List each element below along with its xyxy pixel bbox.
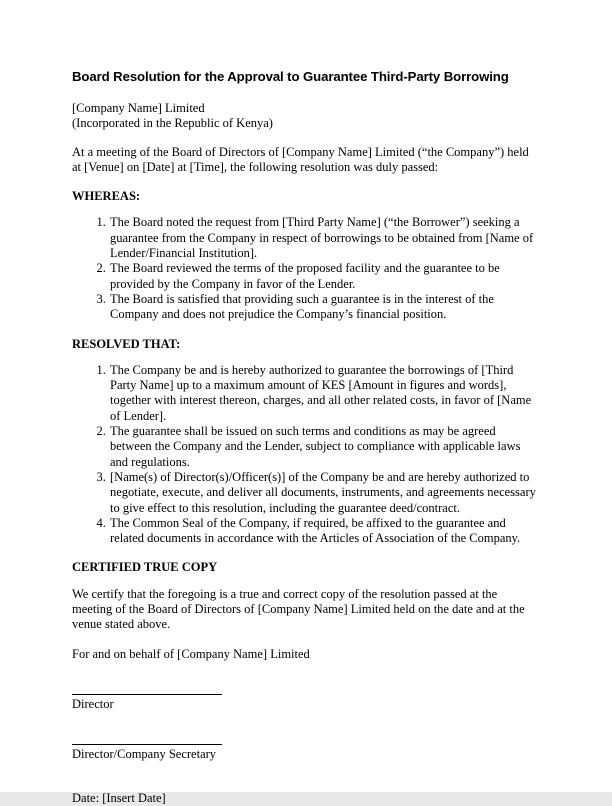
signature-line bbox=[72, 694, 222, 695]
signature-block-secretary bbox=[72, 744, 540, 762]
resolved-item: 2. The guarantee shall be issued on such terms and conditions as may be agreed between the Company and the Lender, subject to compliance with applicable laws and regulations. bbox=[109, 424, 540, 470]
signature-label: Director bbox=[72, 696, 114, 711]
behalf-line: For and on behalf of [Company Name] Limited bbox=[72, 646, 310, 661]
whereas-item: 3. The Board is satisfied that providing such a guarantee is in the interest of the Company and does not prejudice the Company’s financial position. bbox=[109, 292, 540, 323]
whereas-list bbox=[72, 215, 540, 322]
certify-paragraph: We certify that the foregoing is a true and correct copy of the resolution passed at the meeting of the Board of Directors of [Company Name] Limited held on the date and at the venue stated above. bbox=[72, 586, 525, 632]
certified-heading: CERTIFIED TRUE COPY bbox=[72, 560, 218, 575]
date-line: Date: [Insert Date] bbox=[72, 790, 166, 805]
signature-block-director bbox=[72, 694, 540, 712]
whereas-item: 2. The Board reviewed the terms of the proposed facility and the guarantee to be provided by the Company in favor of the Lender. bbox=[109, 261, 540, 292]
whereas-heading: WHEREAS: bbox=[72, 189, 141, 204]
resolved-item: 4. The Common Seal of the Company, if required, be affixed to the guarantee and related documents in accordance with the Articles of Association of the Company. bbox=[109, 516, 540, 547]
company-name-line: [Company Name] Limited bbox=[72, 101, 205, 115]
incorporation-line: (Incorporated in the Republic of Kenya) bbox=[72, 116, 273, 131]
intro-paragraph: At a meeting of the Board of Directors of [Company Name] Limited (“the Company”) held at [Venue] on [Date] at [Time], the following resolution was duly passed: bbox=[72, 144, 529, 174]
company-block bbox=[72, 101, 540, 132]
resolved-item: 3. [Name(s) of Director(s)/Officer(s)] of the Company be and are hereby authorized to negotiate, execute, and deliver all documents, instruments, and agreements necessary to give effect to this resolution, including the guarantee deed/contract. bbox=[109, 470, 540, 516]
resolved-heading: RESOLVED THAT: bbox=[72, 336, 181, 351]
resolved-item: 1. The Company be and is hereby authorized to guarantee the borrowings of [Third Party Name] up to a maximum amount of KES [Amount in figures and words], together with interest thereon, charges, and all other related costs, in favor of [Name of Lender]. bbox=[109, 363, 540, 424]
document-title: Board Resolution for the Approval to Guarantee Third-Party Borrowing bbox=[72, 69, 509, 84]
signature-label: Director/Company Secretary bbox=[72, 747, 217, 762]
whereas-item: 1. The Board noted the request from [Third Party Name] (“the Borrower”) seeking a guarantee from the Company in respect of borrowings to be obtained from [Name of Lender/Financial Institution]. bbox=[109, 215, 540, 261]
resolved-list bbox=[72, 363, 540, 547]
signature-line bbox=[72, 744, 222, 745]
